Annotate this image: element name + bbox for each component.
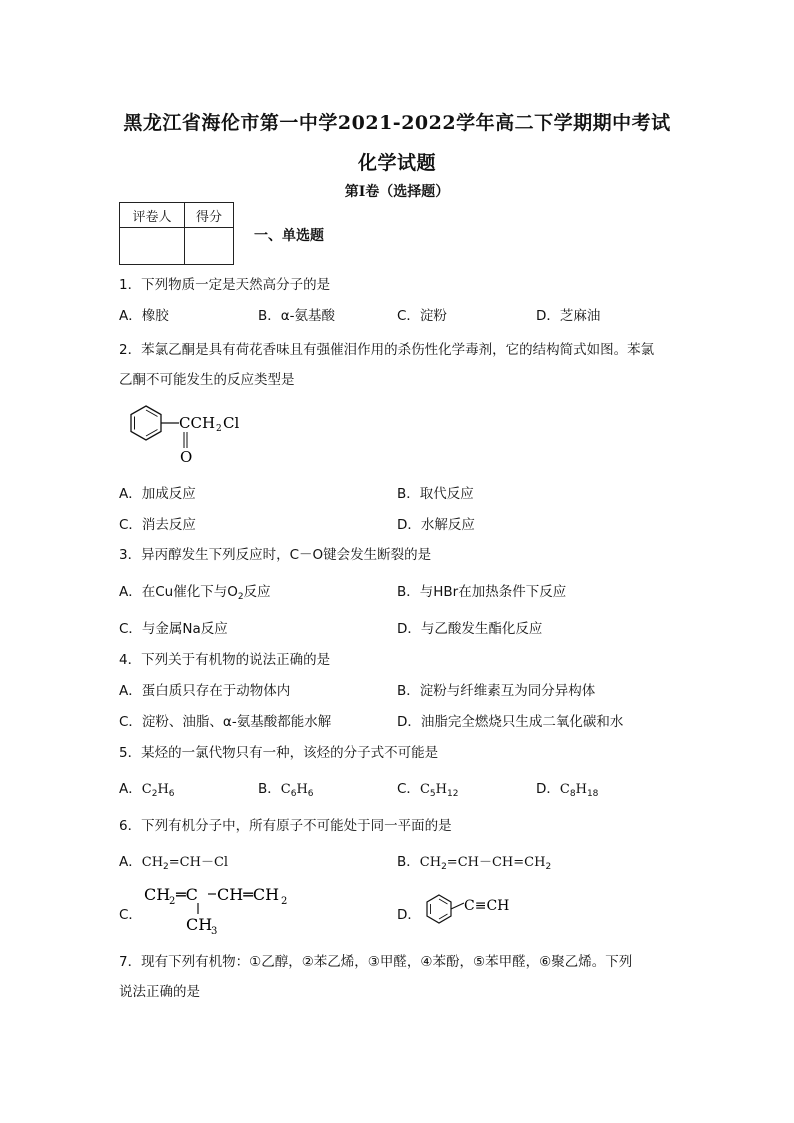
q2-stem-line1: 2．苯氯乙酮是具有荷花香味且有强催泪作用的杀伤性化学毒剂，它的结构简式如图。苯氯 <box>119 342 655 358</box>
c-sub3-text: 3 <box>211 926 218 937</box>
exam-title: 黑龙江省海伦市第一中学2021-2022学年高二下学期期中考试 <box>123 112 671 134</box>
c-end-sub: 2 <box>281 896 288 907</box>
volume-title: 第I卷（选择题） <box>344 184 450 200</box>
c-ch2-text: CH <box>144 885 171 904</box>
c-eq-text: ═C <box>176 885 198 904</box>
q4-option-d: D．油脂完全燃烧只生成二氧化碳和水 <box>397 714 624 730</box>
q6-option-d-label: D． <box>397 907 421 923</box>
q5-option-a: A．$C_2H_6$ <box>119 781 175 799</box>
q6-option-c-structure <box>140 880 300 938</box>
q2-option-a: A．加成反应 <box>119 486 196 502</box>
q1-stem: 1．下列物质一定是天然高分子的是 <box>119 277 331 293</box>
q3-stem: 3．异丙醇发生下列反应时，C－O键会发生断裂的是 <box>119 547 432 563</box>
struct-main-text: CCH <box>179 414 216 432</box>
q5-option-b: B．$C_6H_6$ <box>258 781 314 799</box>
q1-option-b: B．α-氨基酸 <box>258 308 336 324</box>
struct-cl-text: Cl <box>223 414 240 432</box>
phenylacetylene-structure <box>422 890 522 930</box>
q1-option-d: D．芝麻油 <box>536 308 601 324</box>
q6-option-a: A．$CH_2=CH-Cl$ <box>119 854 229 872</box>
q4-option-b: B．淀粉与纤维素互为同分异构体 <box>397 683 596 699</box>
reviewer-header: 评卷人 <box>120 203 185 228</box>
c-sub-text: 2 <box>169 896 176 907</box>
section-heading: 一、单选题 <box>254 228 324 244</box>
q5-stem: 5．某烃的一氯代物只有一种，该烃的分子式不可能是 <box>119 745 439 761</box>
exam-subject: 化学试题 <box>357 152 436 174</box>
q4-stem: 4．下列关于有机物的说法正确的是 <box>119 652 331 668</box>
q6-option-b: B．$CH_2=CH-CH=CH_2$ <box>397 854 552 872</box>
d-ring-bond <box>451 903 464 909</box>
q5-option-d: D．$C_8H_{18}$ <box>536 781 599 799</box>
phenacyl-chloride-structure <box>122 400 262 470</box>
c-ch-text: CH═CH <box>217 885 280 904</box>
q1-option-a: A．橡胶 <box>119 308 169 324</box>
q2-option-b: B．取代反应 <box>397 486 474 502</box>
q4-option-a: A．蛋白质只存在于动物体内 <box>119 683 291 699</box>
q2-option-d: D．水解反应 <box>397 517 475 533</box>
score-header: 得分 <box>185 203 234 228</box>
q5-option-c: C．$C_5H_{12}$ <box>397 781 459 799</box>
q3-option-a: A．在Cu催化下与$O_2$反应 <box>119 584 271 602</box>
q4-option-c: C．淀粉、油脂、α-氨基酸都能水解 <box>119 714 332 730</box>
q6-stem: 6．下列有机分子中，所有原子不可能处于同一平面的是 <box>119 818 452 834</box>
q3-option-d: D．与乙酸发生酯化反应 <box>397 621 543 637</box>
q2-stem-line2: 乙酮不可能发生的反应类型是 <box>119 372 295 388</box>
q3-option-b: B．与HBr在加热条件下反应 <box>397 584 567 600</box>
q7-stem-line1: 7．现有下列有机物：①乙醇，②苯乙烯，③甲醛，④苯酚，⑤苯甲醛，⑥聚乙烯。下列 <box>119 954 633 970</box>
q1-option-c: C．淀粉 <box>397 308 447 324</box>
d-alkyne-text: C≡CH <box>464 898 510 914</box>
score-table <box>119 202 234 265</box>
q3-option-c: C．与金属Na反应 <box>119 621 228 637</box>
struct-o-text: O <box>180 448 193 466</box>
struct-sub-text: 2 <box>216 424 222 434</box>
q2-option-c: C．消去反应 <box>119 517 196 533</box>
c-ch3-text: CH <box>186 915 213 934</box>
score-cell[interactable] <box>185 228 234 265</box>
reviewer-cell[interactable] <box>120 228 185 265</box>
q7-stem-line2: 说法正确的是 <box>119 984 200 1000</box>
q6-option-c-label: C． <box>119 907 142 923</box>
